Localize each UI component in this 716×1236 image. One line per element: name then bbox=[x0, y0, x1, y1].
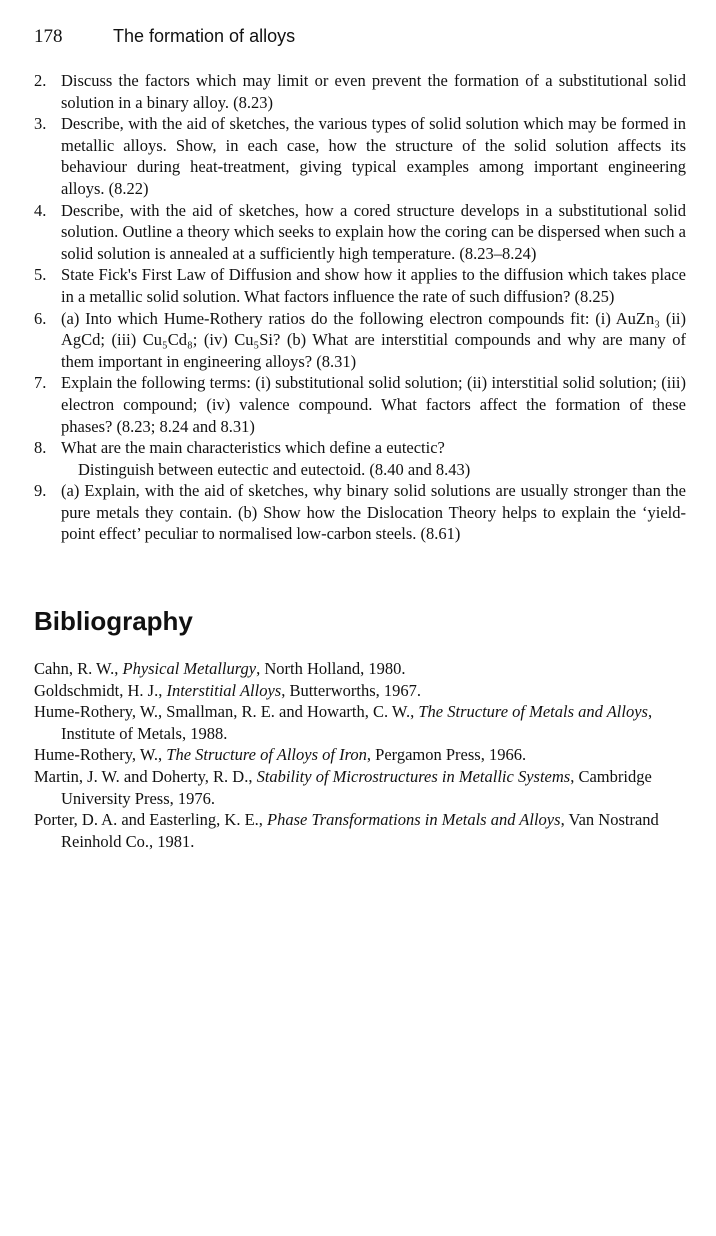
question-text: (a) Explain, with the aid of sketches, why binary solid solutions are usually stronger than the pure metals they contain. (b) Show how the Dislocation Theory helps to explain the ‘yield-point effect’ peculiar to normalised low-carbon steels. (8.61) bbox=[61, 481, 686, 544]
question-text: (a) Into which Hume-Rothery ratios do the following electron compounds fit: (i) AuZn₃ (ii) AgCd; (iii) Cu₅Cd₈; (iv) Cu₅Si? (b) What are interstitial compounds and why are many of them important in engineering alloys? (8.31) bbox=[61, 308, 686, 371]
page-number: 178 bbox=[34, 26, 63, 47]
bibliography-list bbox=[34, 658, 686, 852]
question-item bbox=[34, 113, 686, 199]
question-item bbox=[34, 437, 686, 480]
question-number: 8. bbox=[34, 438, 47, 458]
question-number: 3. bbox=[34, 114, 47, 134]
question-number: 2. bbox=[34, 71, 47, 90]
question-item bbox=[34, 480, 686, 545]
running-head: The formation of alloys bbox=[113, 26, 296, 46]
reference-details: , Van Nostrand Reinhold Co., 1981. bbox=[61, 810, 659, 851]
reference-details: , Institute of Metals, 1988. bbox=[61, 702, 653, 743]
question-item bbox=[34, 372, 686, 437]
reference-authors: Martin, J. W. and Doherty, R. D., bbox=[34, 766, 257, 786]
reference-details: , Butterworths, 1967. bbox=[281, 680, 422, 700]
bibliography-entry bbox=[34, 680, 686, 702]
question-item bbox=[34, 308, 686, 373]
reference-details: , North Holland, 1980. bbox=[256, 659, 406, 678]
question-item bbox=[34, 70, 686, 113]
reference-authors: Hume-Rothery, W., Smallman, R. E. and Howarth, C. W., bbox=[34, 702, 419, 722]
bibliography-entry bbox=[34, 766, 686, 809]
reference-authors: Goldschmidt, H. J., bbox=[34, 680, 167, 700]
question-text: What are the main characteristics which define a eutectic? bbox=[61, 438, 445, 458]
reference-details: , Cambridge University Press, 1976. bbox=[61, 766, 652, 808]
reference-authors: Cahn, R. W., bbox=[34, 659, 123, 678]
question-number: 4. bbox=[34, 200, 47, 220]
question-number: 7. bbox=[34, 373, 47, 393]
page-header bbox=[34, 26, 295, 52]
reference-authors: Porter, D. A. and Easterling, K. E., bbox=[34, 810, 268, 830]
reference-title: Interstitial Alloys bbox=[166, 680, 282, 700]
question-number: 6. bbox=[34, 308, 47, 328]
reference-details: , Pergamon Press, 1966. bbox=[366, 745, 527, 765]
question-text: Explain the following terms: (i) substitutional solid solution; (ii) interstitial solid solution; (iii) electron compound; (iv) valence compound. What factors affect the formation of these phases? (8.23; 8.24 and 8.31) bbox=[61, 373, 686, 436]
question-number: 5. bbox=[34, 265, 47, 285]
question-list bbox=[34, 70, 686, 545]
bibliography-heading: Bibliography bbox=[34, 606, 193, 636]
reference-title: The Structure of Alloys of Iron bbox=[166, 745, 367, 765]
question-item bbox=[34, 264, 686, 307]
question-text: Discuss the factors which may limit or even prevent the formation of a substitutional solid solution in a binary alloy. (8.23) bbox=[61, 71, 686, 112]
bibliography-entry bbox=[34, 658, 686, 680]
bibliography-entry bbox=[34, 744, 686, 766]
reference-title: Stability of Microstructures in Metallic Systems bbox=[256, 766, 571, 786]
reference-title: The Structure of Metals and Alloys bbox=[418, 702, 648, 722]
question-text: Describe, with the aid of sketches, how a cored structure develops in a substitutional solid solution. Outline a theory which seeks to explain how the coring can be dispersed when such a solid solution is annealed at a sufficiently high temperature. (8.23–8.24) bbox=[61, 200, 686, 263]
bibliography-entry bbox=[34, 809, 686, 852]
reference-authors: Hume-Rothery, W., bbox=[34, 745, 167, 765]
question-item bbox=[34, 200, 686, 265]
question-second-line: Distinguish between eutectic and eutectoid. (8.40 and 8.43) bbox=[78, 459, 471, 479]
question-number: 9. bbox=[34, 481, 47, 501]
bibliography-entry bbox=[34, 701, 686, 744]
question-text: State Fick's First Law of Diffusion and show how it applies to the diffusion which takes place in a metallic solid solution. What factors influence the rate of such diffusion? (8.25) bbox=[61, 265, 686, 306]
reference-title: Phase Transformations in Metals and Alloys bbox=[267, 810, 561, 830]
reference-title: Physical Metallurgy bbox=[122, 659, 257, 678]
question-text: Describe, with the aid of sketches, the various types of solid solution which may be formed in metallic alloys. Show, in each case, how the structure of the solid solution affects its behaviour during heat-treatment, giving typical examples among important engineering alloys. (8.22) bbox=[61, 114, 686, 198]
